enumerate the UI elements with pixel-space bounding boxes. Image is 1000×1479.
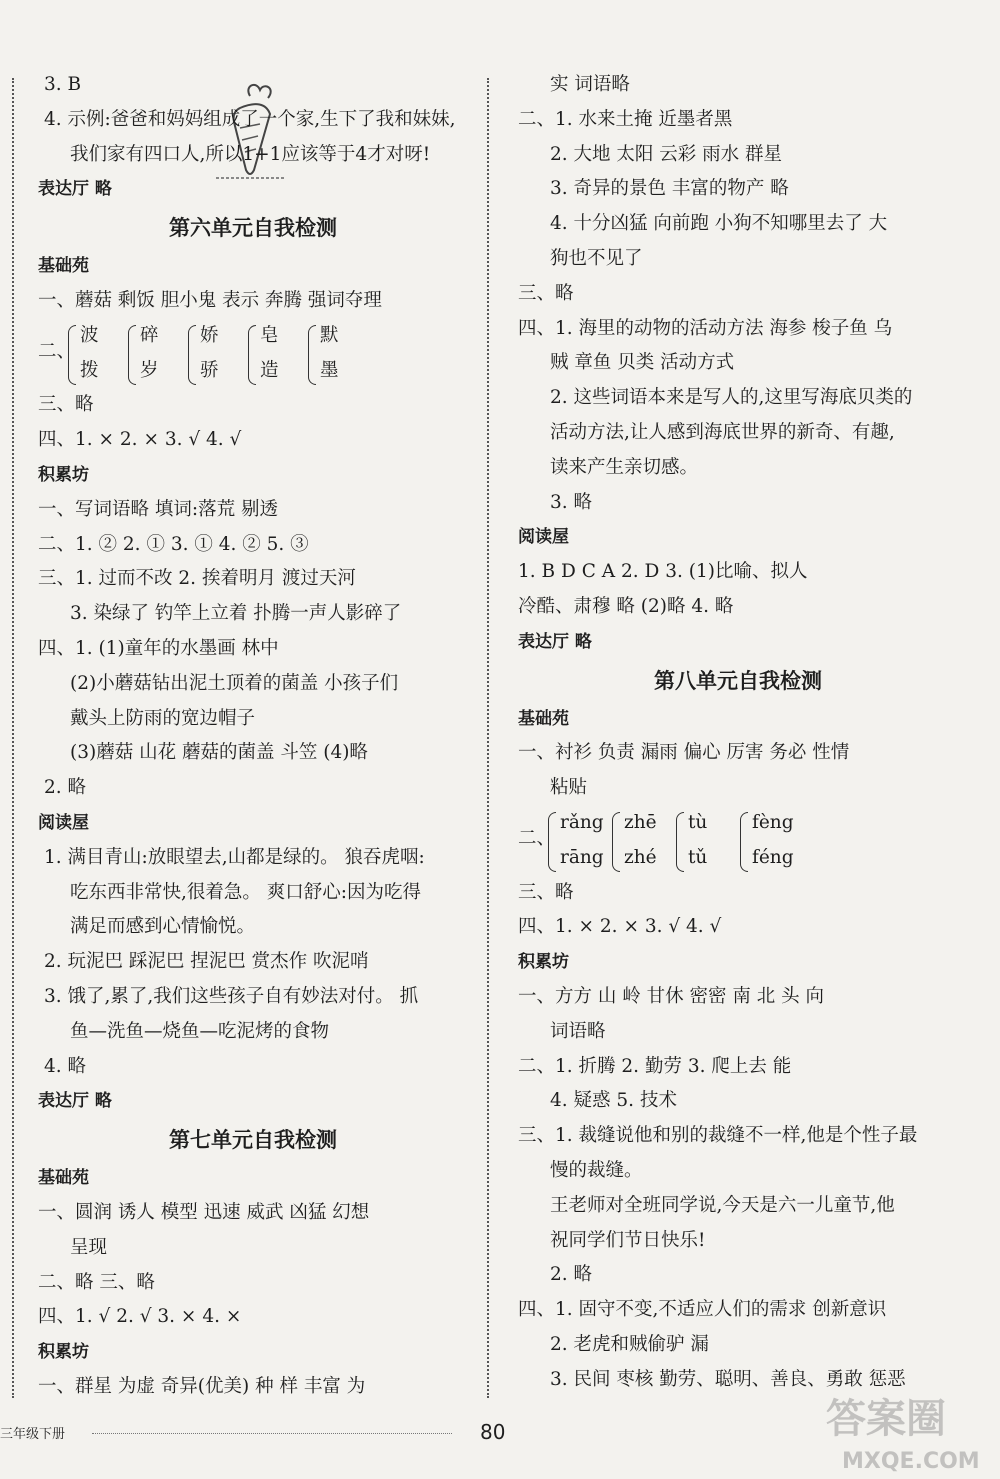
answer-line: 三、1. 过而不改 2. 挨着明月 渡过天河 xyxy=(38,568,356,590)
brace-option: féng xyxy=(752,846,794,868)
brace-option: rǎng xyxy=(560,811,604,833)
answer-line: 1. 满目青山:放眼望去,山都是绿的。 狼吞虎咽: xyxy=(44,846,425,868)
brace-option: 拨 xyxy=(80,359,99,381)
section-label: 积累坊 xyxy=(38,464,89,485)
right-column xyxy=(518,68,958,1397)
brace-option: 骄 xyxy=(200,359,219,381)
answer-line: 2. 玩泥巴 踩泥巴 捏泥巴 赏杰作 吹泥哨 xyxy=(44,951,369,973)
answer-line: 四、1. × 2. × 3. √ 4. √ xyxy=(38,429,242,451)
section-label: 表达厅 略 xyxy=(38,1091,112,1112)
watermark-bottom: MXQE.COM xyxy=(842,1449,980,1474)
answer-line: 2. 略 xyxy=(550,1264,593,1286)
answer-line: 3. 饿了,累了,我们这些孩子自有妙法对付。 抓 xyxy=(44,985,419,1007)
brace-answer-row xyxy=(518,806,958,876)
answer-line: (2)小蘑菇钻出泥土顶着的菌盖 小孩子们 xyxy=(70,672,399,694)
left-brace-icon xyxy=(248,325,256,385)
brace-answer-row xyxy=(38,319,468,389)
section-label: 阅读屋 xyxy=(518,527,569,548)
answer-line: 3. 略 xyxy=(550,491,593,513)
answer-line: 一、圆润 诱人 模型 迅速 威武 凶猛 幻想 xyxy=(38,1201,370,1223)
brace-option: zhē xyxy=(624,811,657,833)
answer-line: 3. 染绿了 钓竿上立着 扑腾一声人影碎了 xyxy=(70,603,402,625)
answer-line: 慢的裁缝。 xyxy=(550,1159,643,1181)
left-brace-icon xyxy=(612,812,620,872)
brace-option: 波 xyxy=(80,324,99,346)
answer-line: 满足而感到心情愉悦。 xyxy=(70,916,256,938)
brace-option: rāng xyxy=(560,846,604,868)
section-label: 表达厅 略 xyxy=(518,631,592,652)
brace-option: fèng xyxy=(752,811,794,833)
brace-option: 默 xyxy=(320,324,339,346)
unit-heading: 第六单元自我检测 xyxy=(169,215,337,241)
answer-line: 冷酷、肃穆 略 (2)略 4. 略 xyxy=(518,595,734,617)
answer-line: 鱼—洗鱼—烧鱼—吃泥烤的食物 xyxy=(70,1020,330,1042)
answer-line: 四、1. 海里的动物的活动方法 海参 梭子鱼 乌 xyxy=(518,317,893,339)
left-brace-icon xyxy=(676,812,684,872)
answer-line: 四、1. × 2. × 3. √ 4. √ xyxy=(518,916,722,938)
answer-line: 王老师对全班同学说,今天是六一儿童节,他 xyxy=(550,1194,895,1216)
answer-line: 吃东西非常快,很着急。 爽口舒心:因为吃得 xyxy=(70,881,421,903)
answer-line: 3. 奇异的景色 丰富的物产 略 xyxy=(550,178,789,200)
answer-line: 一、蘑菇 剩饭 胆小鬼 表示 奔腾 强词夺理 xyxy=(38,289,382,311)
brace-option: 娇 xyxy=(200,324,219,346)
left-brace-icon xyxy=(128,325,136,385)
answer-line: 4. 略 xyxy=(44,1055,87,1077)
brace-option: 墨 xyxy=(320,359,339,381)
answer-line: 粘贴 xyxy=(550,777,588,799)
answer-line: 我们家有四口人,所以1+1应该等于4才对呀! xyxy=(70,143,431,165)
watermark-logo xyxy=(818,1390,998,1478)
answer-line: 三、略 xyxy=(518,881,574,903)
answer-line: 二、略 三、略 xyxy=(38,1271,155,1293)
answer-line: 四、1. (1)童年的水墨画 林中 xyxy=(38,637,279,659)
left-brace-icon xyxy=(548,812,556,872)
question-number: 二、 xyxy=(518,827,556,849)
section-label: 积累坊 xyxy=(518,952,569,973)
answer-line: 读来产生亲切感。 xyxy=(550,456,699,478)
answer-line: (3)蘑菇 山花 蘑菇的菌盖 斗笠 (4)略 xyxy=(70,742,368,764)
watermark-top: 答案圈 xyxy=(826,1396,946,1442)
answer-line: 一、写词语略 填词:落荒 剔透 xyxy=(38,498,278,520)
answer-line: 4. 十分凶猛 向前跑 小狗不知哪里去了 大 xyxy=(550,213,888,235)
grade-label: 三年级下册 xyxy=(0,1427,66,1442)
answer-line: 三、略 xyxy=(38,394,94,416)
left-binding-dots xyxy=(12,78,14,1398)
footer-rule xyxy=(92,1433,452,1434)
answer-line: 戴头上防雨的宽边帽子 xyxy=(70,707,256,729)
left-brace-icon xyxy=(188,325,196,385)
answer-line: 活动方法,让人感到海底世界的新奇、有趣, xyxy=(550,421,895,443)
unit-heading: 第七单元自我检测 xyxy=(169,1127,337,1153)
section-label: 基础苑 xyxy=(38,1168,89,1189)
page-number: 80 xyxy=(480,1420,506,1444)
section-label: 表达厅 略 xyxy=(38,179,112,200)
left-brace-icon xyxy=(68,325,76,385)
answer-line: 2. 大地 太阳 云彩 雨水 群星 xyxy=(550,143,783,165)
answer-line: 一、群星 为虚 奇异(优美) 种 样 丰富 为 xyxy=(38,1375,366,1397)
answer-line: 词语略 xyxy=(550,1020,606,1042)
answer-line: 2. 这些词语本来是写人的,这里写海底贝类的 xyxy=(550,387,913,409)
brace-option: tǔ xyxy=(688,846,708,868)
section-label: 基础苑 xyxy=(518,708,569,729)
answer-line: 二、1. 水来土掩 近墨者黑 xyxy=(518,108,733,130)
answer-line: 二、1. 折腾 2. 勤劳 3. 爬上去 能 xyxy=(518,1055,792,1077)
answer-line: 一、衬衫 负责 漏雨 偏心 厉害 务必 性情 xyxy=(518,742,850,764)
answer-line: 4. 疑惑 5. 技术 xyxy=(550,1090,677,1112)
left-column xyxy=(38,68,468,1405)
brace-option: tù xyxy=(688,811,708,833)
answer-line: 2. 老虎和贼偷驴 漏 xyxy=(550,1333,709,1355)
answer-line: 4. 示例:爸爸和妈妈组成了一个家,生下了我和妹妹, xyxy=(44,108,456,130)
section-label: 积累坊 xyxy=(38,1342,89,1363)
section-label: 基础苑 xyxy=(38,256,89,277)
answer-line: 1. B D C A 2. D 3. (1)比喻、拟人 xyxy=(518,561,808,583)
brace-option: zhé xyxy=(624,846,657,868)
answer-line: 3. 民间 枣核 勤劳、聪明、善良、勇敢 惩恶 xyxy=(550,1368,906,1390)
answer-line: 3. B xyxy=(44,74,82,95)
answer-line: 二、1. ② 2. ① 3. ① 4. ② 5. ③ xyxy=(38,533,309,555)
brace-option: 皂 xyxy=(260,324,279,346)
answer-line: 三、1. 裁缝说他和别的裁缝不一样,他是个性子最 xyxy=(518,1125,918,1147)
center-divider-dots xyxy=(487,78,489,1398)
brace-option: 碎 xyxy=(140,324,159,346)
question-number: 二、 xyxy=(38,340,76,362)
answer-line: 一、方方 山 岭 甘休 密密 南 北 头 向 xyxy=(518,985,825,1007)
left-brace-icon xyxy=(308,325,316,385)
answer-line: 狗也不见了 xyxy=(550,247,643,269)
answer-line: 2. 略 xyxy=(44,777,87,799)
unit-heading: 第八单元自我检测 xyxy=(654,667,822,693)
section-label: 阅读屋 xyxy=(38,812,89,833)
answer-line: 呈现 xyxy=(70,1236,108,1258)
answer-line: 实 词语略 xyxy=(550,74,630,95)
brace-option: 岁 xyxy=(140,359,159,381)
answer-line: 四、1. 固守不变,不适应人们的需求 创新意识 xyxy=(518,1299,887,1321)
brace-option: 造 xyxy=(260,359,279,381)
answer-line: 贼 章鱼 贝类 活动方式 xyxy=(550,352,735,374)
answer-line: 三、略 xyxy=(518,282,574,304)
left-brace-icon xyxy=(740,812,748,872)
answer-line: 四、1. √ 2. √ 3. × 4. × xyxy=(38,1306,242,1328)
answer-line: 祝同学们节日快乐! xyxy=(550,1229,706,1251)
